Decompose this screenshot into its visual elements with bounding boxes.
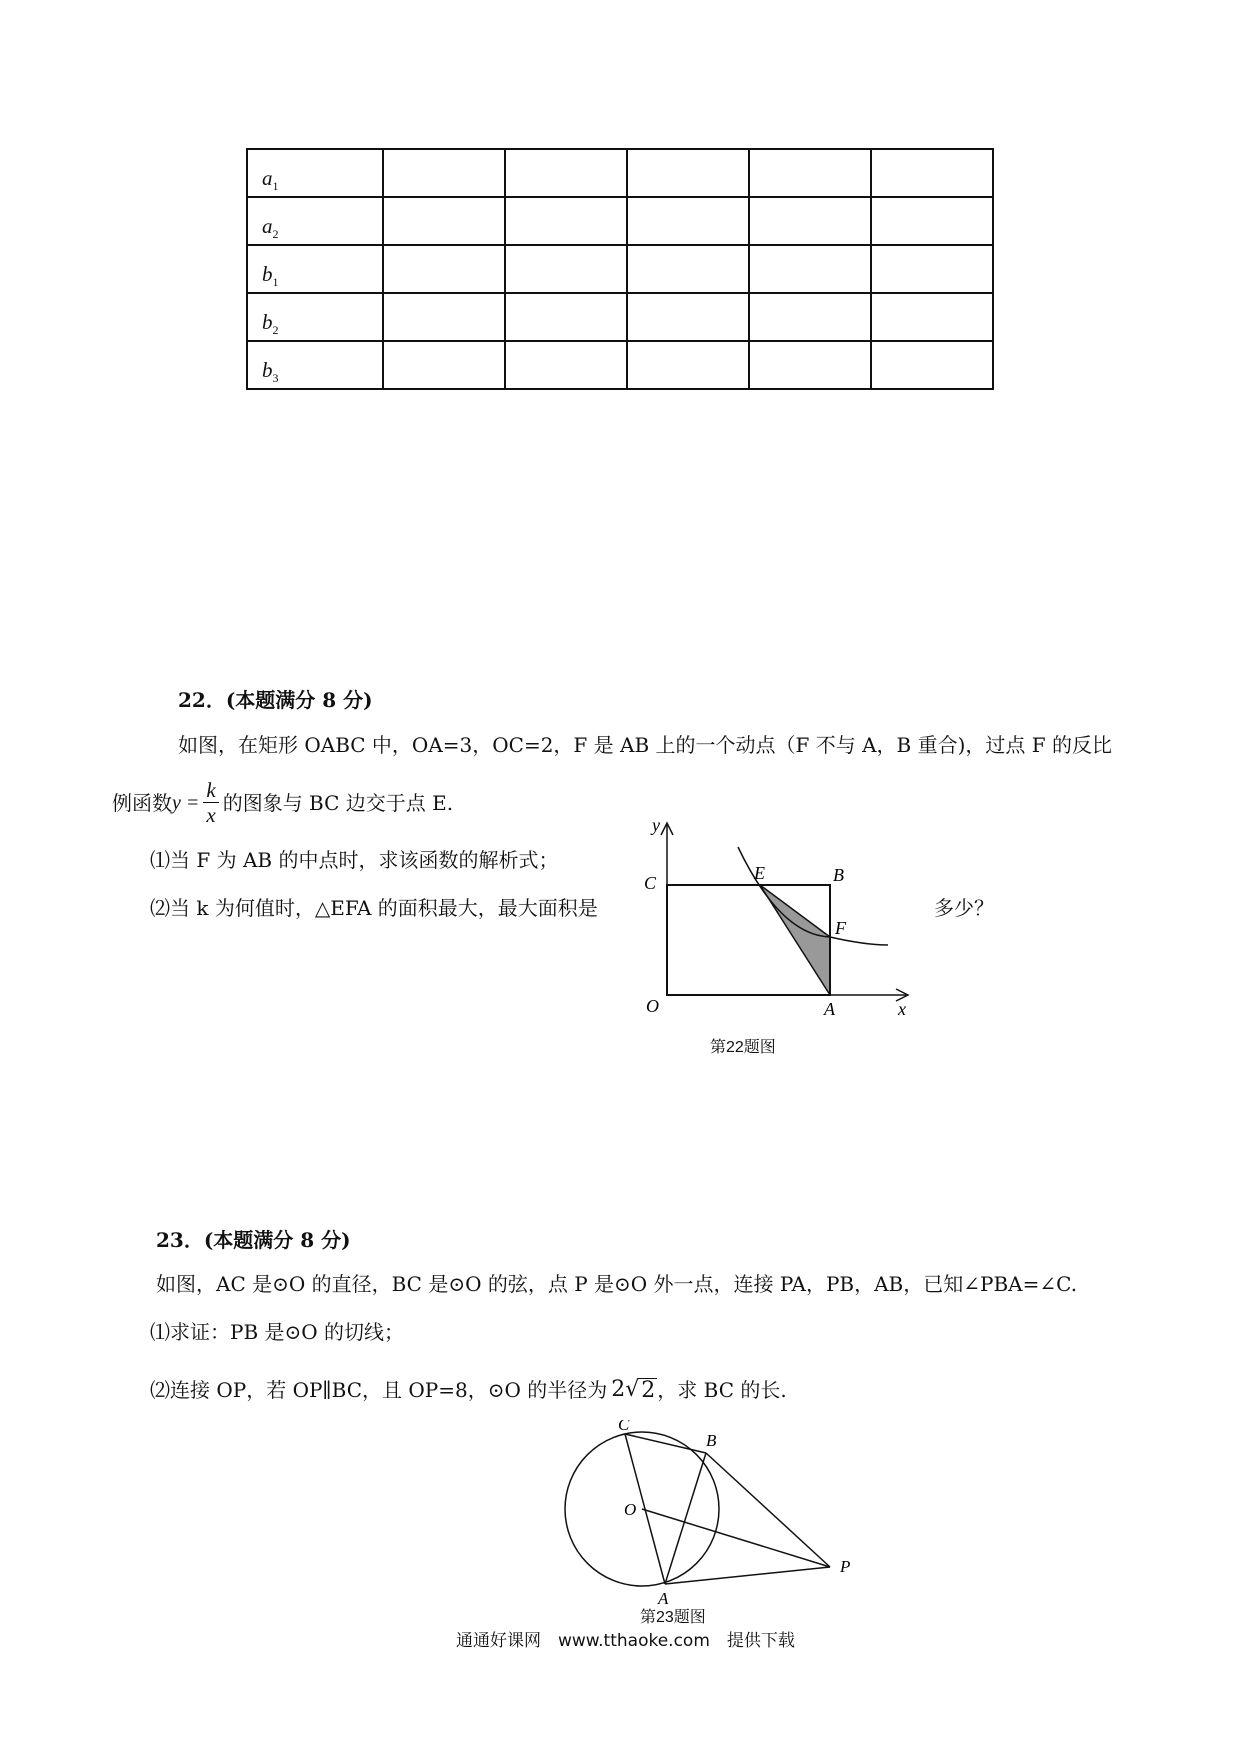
row-label-subscript: 1	[272, 275, 279, 289]
q23-radius-coef: 2	[611, 1377, 626, 1402]
table-cell	[505, 293, 627, 341]
table-row	[247, 245, 993, 293]
table-cell	[871, 245, 993, 293]
table-cell	[871, 197, 993, 245]
row-label-var: a	[262, 213, 273, 238]
table-cell	[505, 197, 627, 245]
table-cell	[749, 149, 871, 197]
table-cell	[627, 197, 749, 245]
table-row-label	[247, 149, 383, 197]
q22-figure	[630, 805, 930, 1025]
q23-figure	[560, 1420, 880, 1620]
q22-title: 22．(本题满分 8 分)	[178, 688, 373, 712]
row-label-var: b	[262, 357, 273, 382]
page-footer: 通通好课网 www.tthaoke.com 提供下载	[456, 1631, 795, 1651]
q23-label-c: C	[618, 1420, 630, 1434]
table-row	[247, 197, 993, 245]
table-row-label	[247, 197, 383, 245]
q23-figure-caption: 第23题图	[640, 1609, 706, 1626]
q23-label-a: A	[658, 1589, 669, 1608]
q23-part2-b: ，求 BC 的长.	[657, 1378, 787, 1402]
row-label-subscript: 3	[272, 371, 279, 385]
q23-part2-a: ⑵连接 OP，若 OP∥BC，且 OP=8，⊙O 的半径为	[150, 1378, 608, 1402]
q22-label-c: C	[644, 873, 657, 893]
q22-line2-prefix: 例函数	[112, 790, 172, 815]
q23-part2	[150, 1376, 787, 1404]
row-label-var: b	[262, 261, 273, 286]
table-cell	[383, 293, 505, 341]
q22-label-o: O	[646, 996, 659, 1016]
table-cell	[749, 341, 871, 389]
table-cell	[505, 341, 627, 389]
q22-line2-suffix: 的图象与 BC 边交于点 E.	[222, 790, 454, 815]
table-cell	[749, 197, 871, 245]
row-label-subscript: 1	[272, 179, 279, 193]
table-row-label	[247, 293, 383, 341]
table-cell	[383, 149, 505, 197]
table-row-label	[247, 341, 383, 389]
q23-radical-sign: √	[625, 1377, 640, 1402]
table-cell	[505, 245, 627, 293]
q22-formula-y: y =	[172, 791, 200, 814]
q23-line-cb	[625, 1434, 706, 1453]
table-cell	[383, 245, 505, 293]
table-cell	[383, 341, 505, 389]
q22-line2	[112, 778, 453, 827]
table-cell	[749, 245, 871, 293]
q22-label-f: F	[835, 918, 846, 938]
q22-formula-fraction	[203, 778, 218, 827]
table-cell	[383, 197, 505, 245]
table-cell	[871, 293, 993, 341]
q22-label-y: y	[652, 815, 660, 835]
q22-formula-denominator: x	[206, 803, 216, 827]
table-cell	[627, 245, 749, 293]
q23-title: 23．(本题满分 8 分)	[156, 1228, 351, 1252]
row-label-subscript: 2	[272, 323, 279, 337]
q22-part1: ⑴当 F 为 AB 的中点时，求该函数的解析式；	[150, 848, 559, 872]
q22-label-a: A	[824, 999, 835, 1019]
q22-label-x: x	[898, 999, 906, 1019]
answer-table-body	[247, 149, 993, 389]
q22-part2-b: 多少？	[934, 896, 994, 920]
table-cell	[627, 149, 749, 197]
q23-label-o: O	[624, 1500, 637, 1519]
q23-line-bp	[706, 1453, 830, 1567]
q23-line1: 如图，AC 是⊙O 的直径，BC 是⊙O 的弦，点 P 是⊙O 外一点，连接 PA，PB，AB，已知∠PBA=∠C.	[156, 1272, 1078, 1296]
q22-line1: 如图，在矩形 OABC 中，OA=3，OC=2，F 是 AB 上的一个动点（F 不与 A，B 重合)，过点 F 的反比	[178, 733, 1113, 757]
q23-radius-root: 2	[641, 1377, 656, 1403]
table-cell	[627, 293, 749, 341]
q22-part2-a: ⑵当 k 为何值时，△EFA 的面积最大，最大面积是	[150, 896, 598, 920]
table-row	[247, 341, 993, 389]
q22-figure-caption: 第22题图	[710, 1039, 776, 1056]
table-row	[247, 293, 993, 341]
table-cell	[871, 149, 993, 197]
table-row	[247, 149, 993, 197]
q22-formula-numerator: k	[203, 778, 218, 803]
q23-label-p: P	[840, 1557, 851, 1576]
q23-part1: ⑴求证：PB 是⊙O 的切线；	[150, 1320, 405, 1344]
row-label-var: b	[262, 309, 273, 334]
answer-table	[246, 148, 994, 390]
q22-label-e: E	[754, 863, 765, 883]
table-cell	[871, 341, 993, 389]
table-row-label	[247, 245, 383, 293]
q23-label-b: B	[706, 1431, 717, 1450]
q23-line-op	[642, 1509, 830, 1567]
row-label-subscript: 2	[272, 227, 279, 241]
table-cell	[627, 341, 749, 389]
table-cell	[749, 293, 871, 341]
table-cell	[505, 149, 627, 197]
row-label-var: a	[262, 165, 273, 190]
q22-label-b: B	[833, 865, 844, 885]
